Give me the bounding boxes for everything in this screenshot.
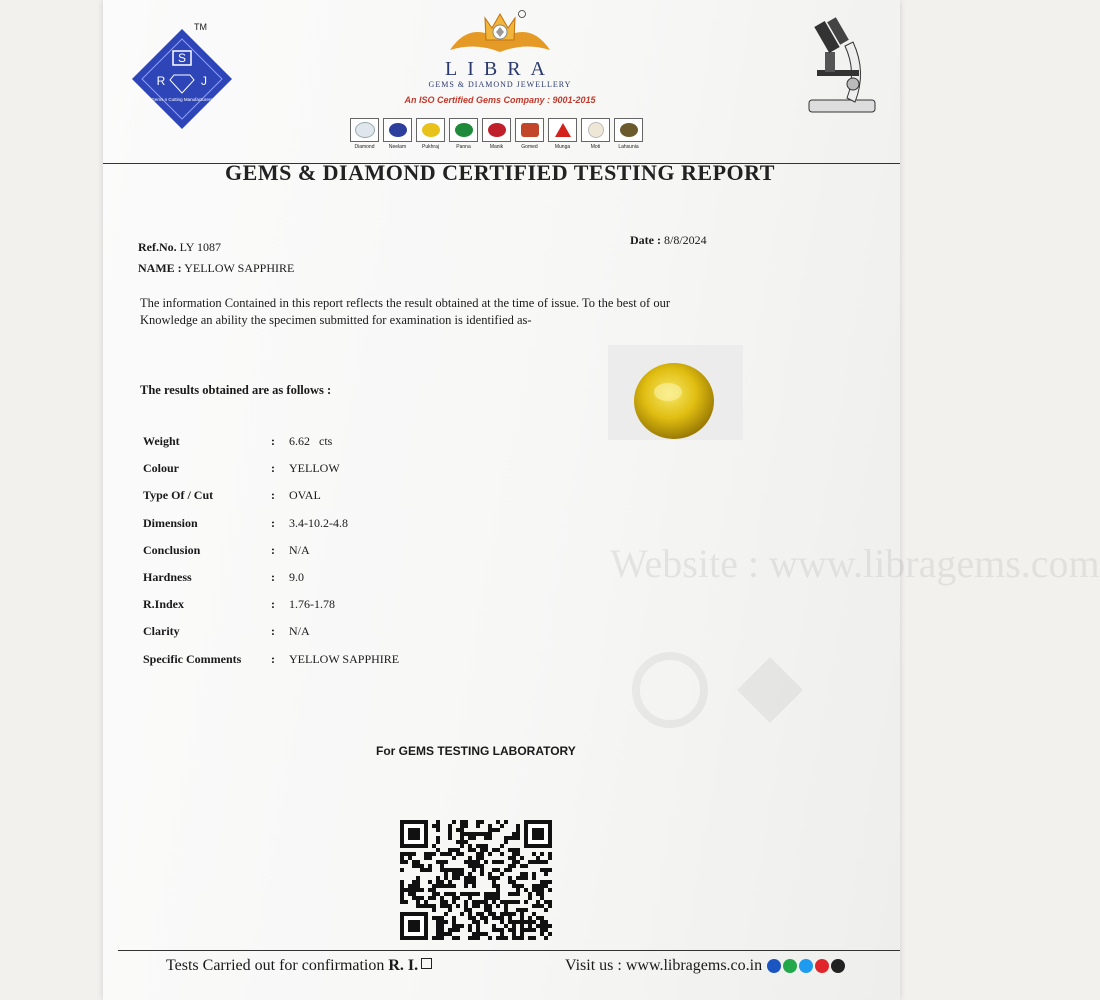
gem-neelam xyxy=(383,118,412,150)
youtube-icon[interactable] xyxy=(815,959,829,973)
brand-name: LIBRA xyxy=(445,58,555,80)
brand-subtitle: GEMS & DIAMOND JEWELLERY xyxy=(428,80,572,89)
spec-key: Specific Comments xyxy=(143,651,242,666)
facebook-icon[interactable] xyxy=(767,959,781,973)
footer-confirmation-text: Tests Carried out for confirmation xyxy=(166,957,385,974)
qr-code[interactable] xyxy=(400,820,552,940)
watermark-diamond-icon xyxy=(735,655,805,725)
intro-line: The information Contained in this report reflects the result obtained at the time of issue. To the best of our xyxy=(140,296,671,310)
pukhraj-icon xyxy=(422,123,440,137)
gem-pukhraj xyxy=(416,118,445,150)
spec-key: Colour xyxy=(143,461,179,476)
spec-key: Clarity xyxy=(143,624,180,639)
gem-label: Lahsunia xyxy=(618,144,639,150)
date-value: 8/8/2024 xyxy=(663,233,707,247)
watermark-seal-icon xyxy=(632,652,708,728)
ref-label: Ref.No. xyxy=(138,240,177,254)
gem-icon-row xyxy=(350,118,643,150)
neelam-icon xyxy=(389,123,407,137)
gem-manik xyxy=(482,118,511,150)
spec-value: 1.76-1.78 xyxy=(289,597,335,612)
twitter-icon[interactable] xyxy=(799,959,813,973)
footer-ri: R. I. xyxy=(388,957,419,974)
website-watermark: Website : www.libragems.com xyxy=(610,541,1100,586)
gem-label: Neelam xyxy=(388,144,407,150)
gem-moti xyxy=(581,118,610,150)
footer-divider xyxy=(118,950,900,951)
report-date xyxy=(630,233,707,248)
intro-line: Knowledge an ability the specimen submitted for examination is identified as- xyxy=(140,313,532,327)
gomed-icon xyxy=(521,123,539,137)
spec-key: R.Index xyxy=(143,597,185,612)
signoff-label: For GEMS TESTING LABORATORY xyxy=(376,744,576,758)
gem-panna xyxy=(449,118,478,150)
munga-icon xyxy=(554,122,572,138)
spec-value: 3.4-10.2-4.8 xyxy=(289,515,348,530)
gem-gomed xyxy=(515,118,544,150)
spec-value: 6.62 cts xyxy=(289,434,333,448)
report-title: GEMS & DIAMOND CERTIFIED TESTING REPORT xyxy=(225,160,775,185)
libra-crown-logo xyxy=(430,10,570,65)
gem-label: Panna xyxy=(456,144,471,150)
website-link[interactable]: Visit us : www.libragems.co.in xyxy=(565,957,763,974)
instagram-icon[interactable] xyxy=(831,959,845,973)
name-label: NAME : xyxy=(138,261,182,275)
gem-lahsunia xyxy=(614,118,643,150)
moti-icon xyxy=(588,122,604,138)
srj-tagline: Gems n Cutting Manufacturers xyxy=(151,97,213,102)
gem-label: Gomed xyxy=(521,144,538,150)
lahsunia-icon xyxy=(620,123,638,137)
stone-name xyxy=(138,261,294,276)
spec-value: N/A xyxy=(289,624,310,639)
results-heading: The results obtained are as follows : xyxy=(140,383,332,397)
reference-number xyxy=(138,240,221,255)
srj-letter-j: J xyxy=(201,74,207,88)
manik-icon xyxy=(488,123,506,137)
ref-value: LY 1087 xyxy=(179,240,222,254)
checkbox-icon xyxy=(421,958,432,969)
microscope-icon xyxy=(795,12,885,117)
gem-label: Moti xyxy=(590,144,601,150)
spec-key: Hardness xyxy=(143,569,192,584)
spec-key: Weight xyxy=(143,434,180,448)
srj-letter-s: S xyxy=(177,51,187,65)
gem-label: Munga xyxy=(554,144,571,150)
spec-value: YELLOW xyxy=(289,461,340,476)
srj-logo xyxy=(128,22,236,133)
gem-label: Manik xyxy=(489,144,504,150)
diamond-icon xyxy=(355,122,375,138)
whatsapp-icon[interactable] xyxy=(783,959,797,973)
iso-certification: An ISO Certified Gems Company : 9001-2015 xyxy=(404,95,596,105)
spec-key: Type Of / Cut xyxy=(143,488,214,503)
srj-letter-r: R xyxy=(156,74,166,88)
spec-value: 9.0 xyxy=(289,569,304,584)
trademark-mark: TM xyxy=(194,22,207,32)
spec-key: Dimension xyxy=(143,515,198,530)
intro-paragraph xyxy=(140,295,800,329)
spec-value: OVAL xyxy=(289,488,321,503)
footer-confirmation xyxy=(166,957,432,975)
spec-value: N/A xyxy=(289,542,310,557)
spec-value: YELLOW SAPPHIRE xyxy=(289,651,400,666)
footer-website xyxy=(565,957,845,975)
social-icons xyxy=(767,959,845,973)
gem-munga xyxy=(548,118,577,150)
name-value: YELLOW SAPPHIRE xyxy=(184,261,295,275)
panna-icon xyxy=(455,123,473,137)
gem-diamond xyxy=(350,118,379,150)
yellow-sapphire-photo xyxy=(632,360,716,442)
date-label: Date : xyxy=(630,233,661,247)
gem-label: Diamond xyxy=(354,144,375,150)
spec-key: Conclusion xyxy=(143,542,201,557)
gem-label: Pukhraj xyxy=(422,144,439,150)
